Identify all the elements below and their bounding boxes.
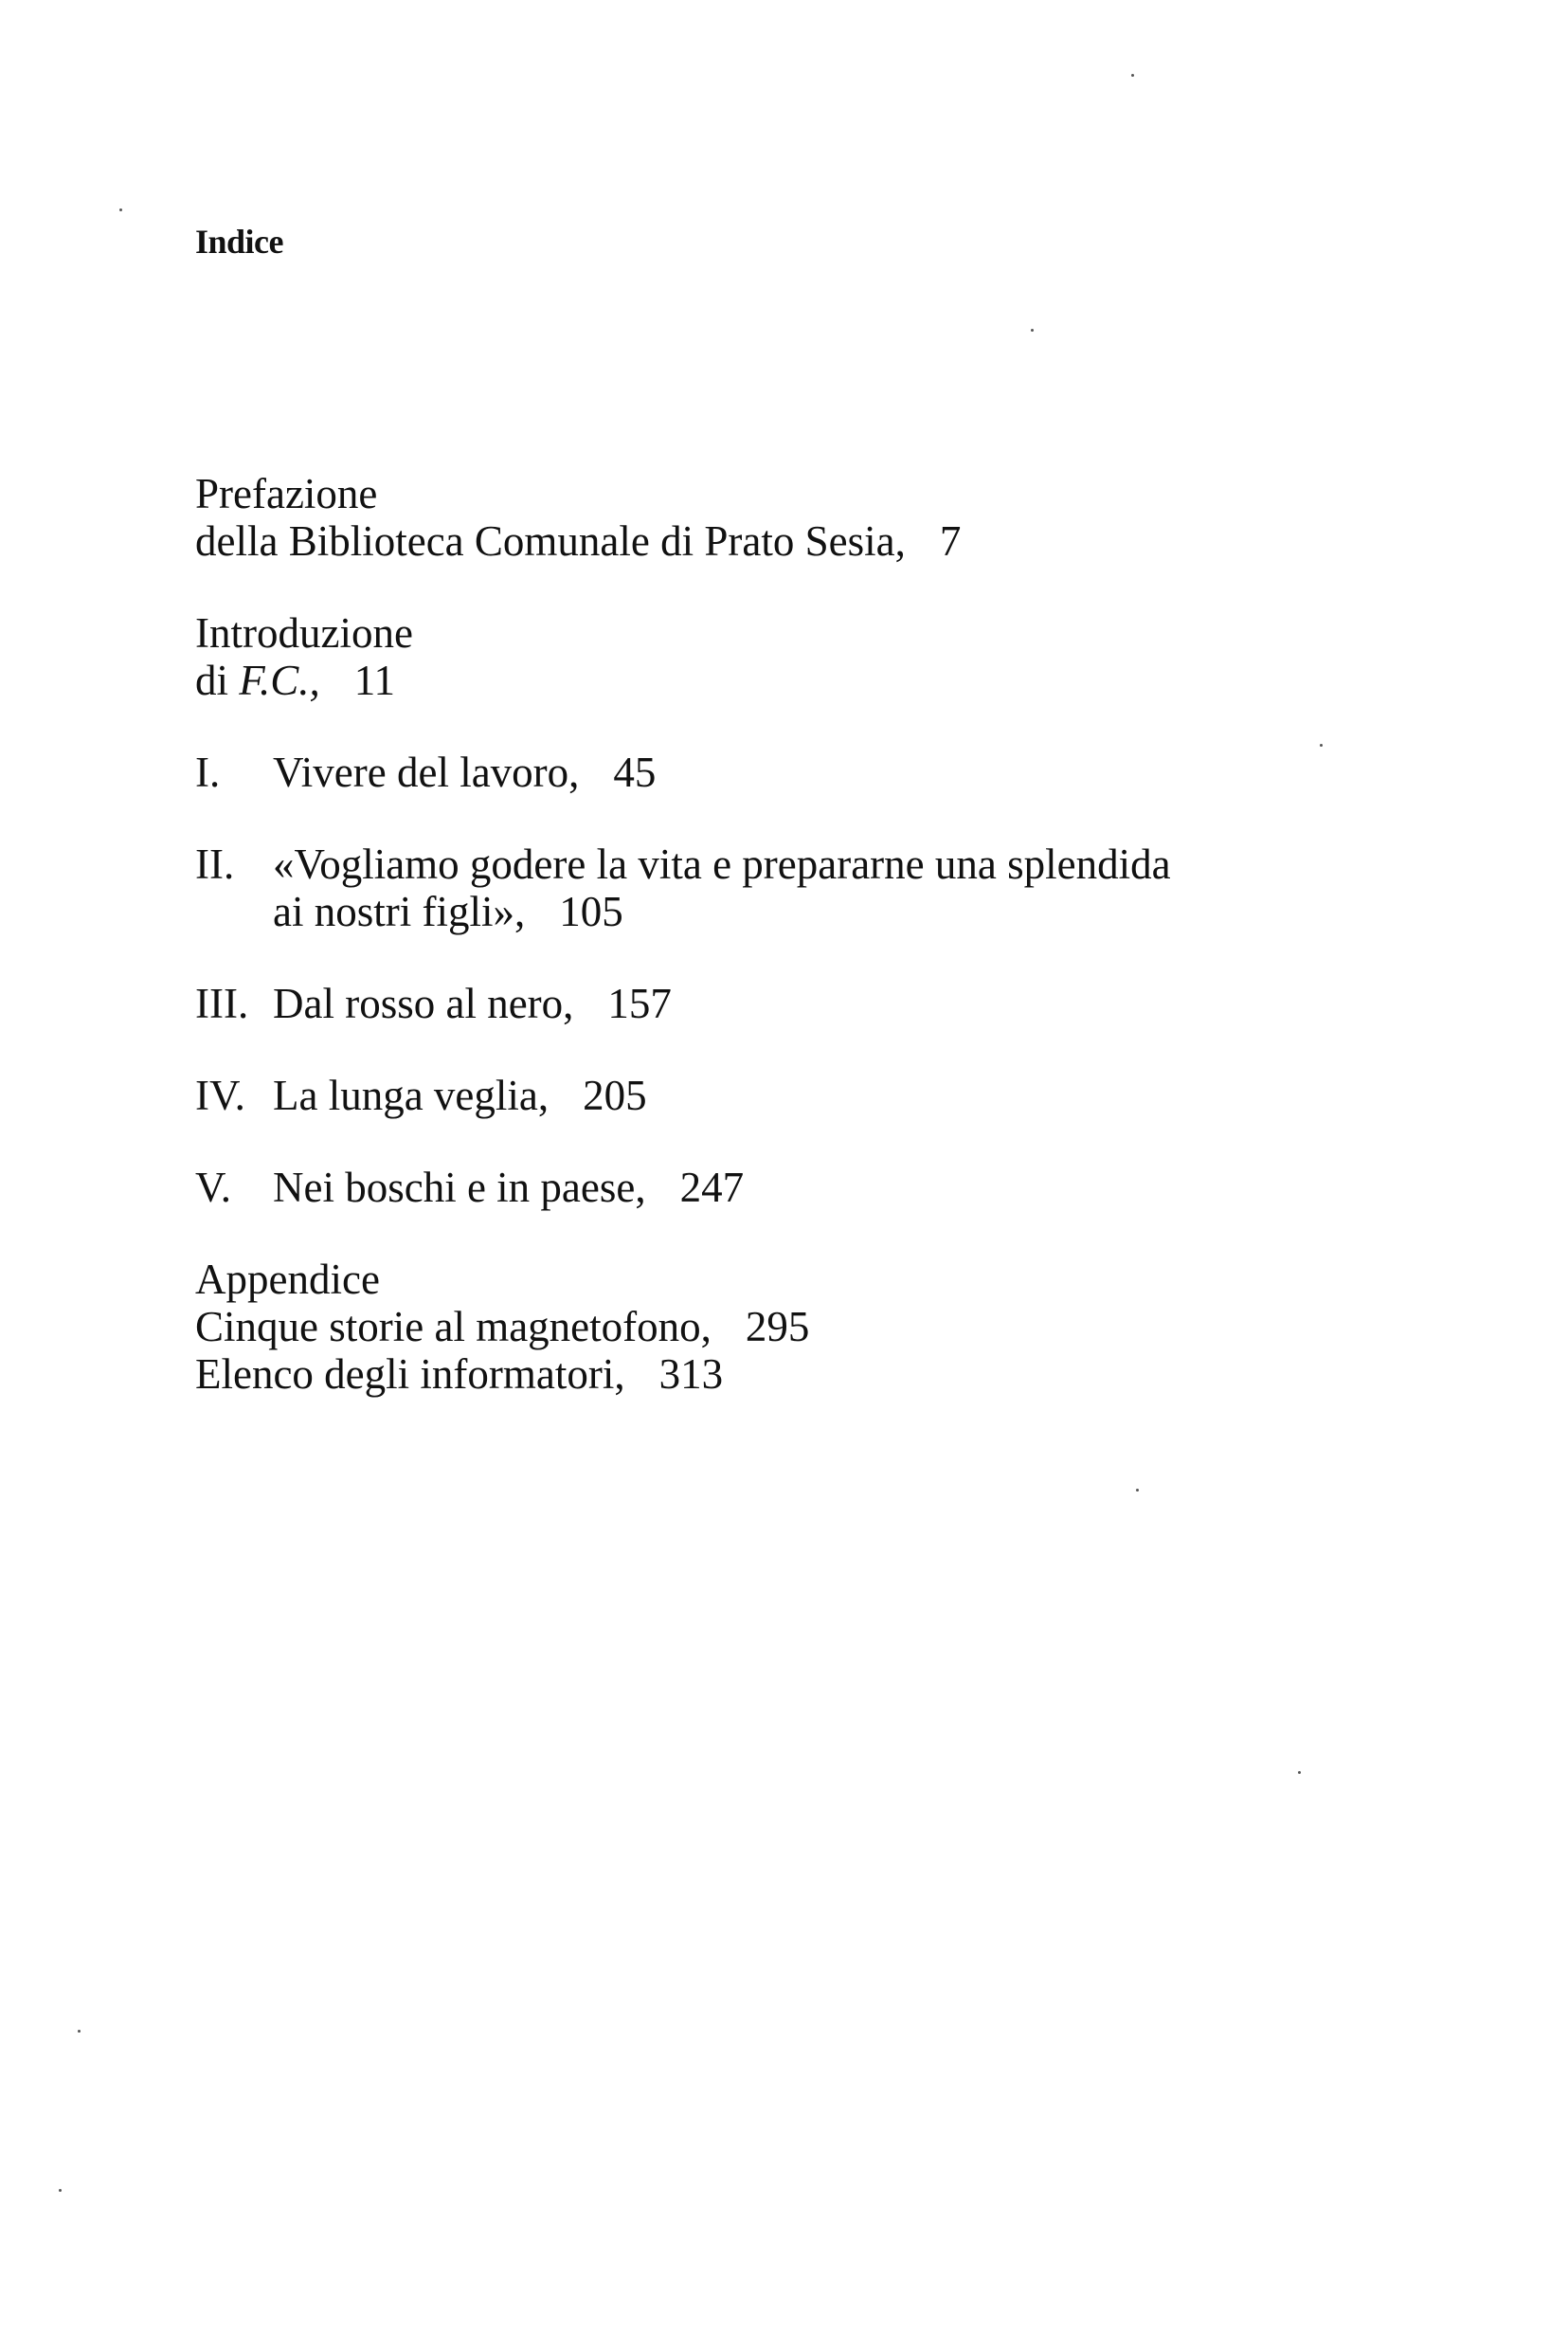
table-of-contents [195,470,1427,1398]
appendix-item [195,1350,1427,1398]
chapter-page-number: 205 [583,1072,647,1119]
appendix-title: Appendice [195,1256,380,1303]
preface-page-number: 7 [939,517,962,565]
scan-speck [1136,1489,1139,1492]
toc-entry-introduction [195,609,1427,704]
chapter-title-line-1: «Vogliamo godere la vita e prepararne una splendida [273,841,1171,888]
chapter-line [273,1072,1427,1119]
preface-line: della Biblioteca Comunale di Prato Sesia, [195,517,906,565]
scan-speck [1131,74,1134,77]
appendix-item-page-number: 295 [745,1303,810,1350]
toc-entry-chapter-4 [195,1072,1427,1119]
scan-speck [1320,744,1323,747]
chapter-number: V. [195,1164,231,1211]
chapter-line [273,980,1427,1027]
toc-entry-chapter-2 [195,841,1427,935]
toc-entry-preface [195,470,1427,565]
chapter-title: Vivere del lavoro, [273,749,580,796]
toc-entry-chapter-5 [195,1164,1427,1211]
chapter-title: La lunga veglia, [273,1072,550,1119]
chapter-number: I. [195,749,221,796]
introduction-title: Introduzione [195,609,413,657]
chapter-number: III. [195,980,249,1027]
introduction-page-number: 11 [353,657,396,704]
chapter-number: IV. [195,1072,245,1119]
appendix-item-page-number: 313 [658,1350,724,1398]
scan-speck [78,2030,81,2033]
appendix-item-title: Cinque storie al magnetofono, [195,1303,712,1350]
introduction-prefix: di [195,657,229,704]
chapter-page-number: 105 [559,888,623,935]
scan-speck [59,2189,62,2192]
toc-entry-chapter-1 [195,749,1427,796]
preface-detail [195,517,1427,565]
chapter-line [273,1164,1427,1211]
scan-speck [1031,329,1034,332]
chapter-page-number: 247 [679,1164,745,1211]
chapter-number: II. [195,841,235,888]
toc-entry-appendix [195,1256,1427,1398]
chapter-title: Nei boschi e in paese, [273,1164,646,1211]
appendix-item [195,1303,1427,1350]
page-title: Indice [195,223,284,261]
toc-entry-chapter-3 [195,980,1427,1027]
preface-title: Prefazione [195,470,378,517]
chapter-line [273,888,1427,935]
scan-speck [119,208,122,211]
chapter-title-line-2: ai nostri figli», [273,888,526,935]
introduction-detail [195,657,1427,704]
chapter-line [273,749,1427,796]
introduction-author: F.C., [239,657,320,704]
chapter-page-number: 45 [613,749,657,796]
scan-speck [1298,1771,1301,1774]
chapter-page-number: 157 [607,980,672,1027]
chapter-title: Dal rosso al nero, [273,980,574,1027]
appendix-item-title: Elenco degli informatori, [195,1350,625,1398]
